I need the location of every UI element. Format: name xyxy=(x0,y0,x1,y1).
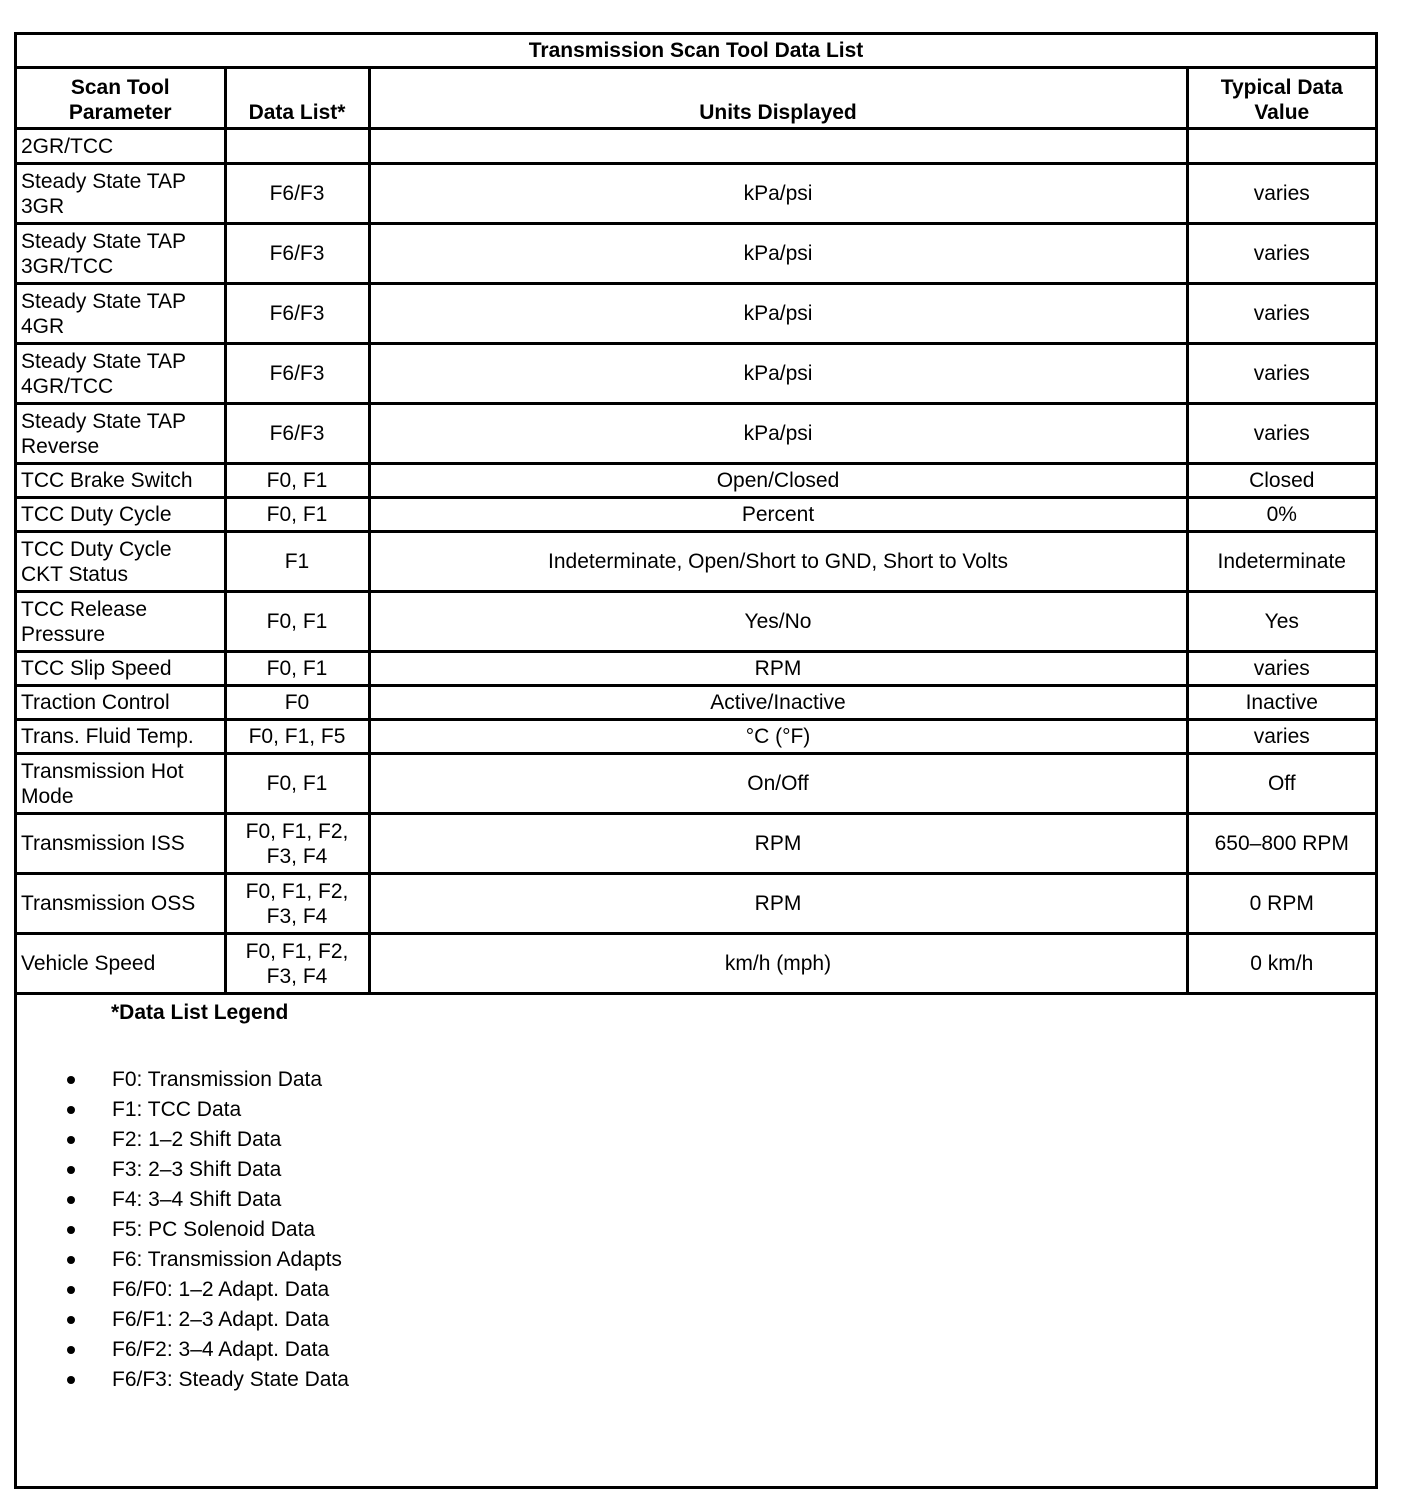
legend-item xyxy=(17,1125,349,1155)
table-row xyxy=(17,874,1375,934)
cell-data-list: F0, F1 xyxy=(225,592,369,652)
table-row xyxy=(17,652,1375,686)
table-row xyxy=(17,129,1375,164)
cell-units: Yes/No xyxy=(369,592,1187,652)
table-row xyxy=(17,464,1375,498)
cell-typical-value: varies xyxy=(1187,344,1375,404)
legend-item-label: F3: 2–3 Shift Data xyxy=(112,1158,282,1181)
cell-units xyxy=(369,129,1187,164)
bullet-icon xyxy=(67,1346,75,1354)
legend-item-label: F6/F2: 3–4 Adapt. Data xyxy=(112,1338,330,1361)
cell-typical-value: varies xyxy=(1187,720,1375,754)
bullet-icon xyxy=(67,1196,75,1204)
table-row xyxy=(17,934,1375,994)
cell-data-list: F6/F3 xyxy=(225,344,369,404)
table-row xyxy=(17,532,1375,592)
cell-typical-value: Yes xyxy=(1187,592,1375,652)
cell-parameter: Steady State TAP 3GR/TCC xyxy=(17,224,225,284)
cell-parameter: TCC Release Pressure xyxy=(17,592,225,652)
cell-typical-value: 0 km/h xyxy=(1187,934,1375,994)
cell-typical-value: 0% xyxy=(1187,498,1375,532)
cell-parameter: TCC Brake Switch xyxy=(17,464,225,498)
bullet-icon xyxy=(67,1106,75,1114)
cell-parameter: TCC Duty Cycle xyxy=(17,498,225,532)
cell-units: km/h (mph) xyxy=(369,934,1187,994)
cell-data-list: F0, F1, F2, F3, F4 xyxy=(225,874,369,934)
table-row xyxy=(17,754,1375,814)
cell-typical-value: varies xyxy=(1187,224,1375,284)
cell-typical-value: Indeterminate xyxy=(1187,532,1375,592)
data-list-table-container xyxy=(14,32,1378,1489)
legend-item xyxy=(17,1335,349,1365)
cell-typical-value: Closed xyxy=(1187,464,1375,498)
cell-parameter: 2GR/TCC xyxy=(17,129,225,164)
cell-parameter: Transmission Hot Mode xyxy=(17,754,225,814)
cell-parameter: TCC Duty Cycle CKT Status xyxy=(17,532,225,592)
table-row xyxy=(17,720,1375,754)
cell-units: On/Off xyxy=(369,754,1187,814)
cell-units: kPa/psi xyxy=(369,344,1187,404)
cell-data-list: F0, F1 xyxy=(225,464,369,498)
cell-units: RPM xyxy=(369,874,1187,934)
cell-units: Indeterminate, Open/Short to GND, Short to Volts xyxy=(369,532,1187,592)
table-row xyxy=(17,284,1375,344)
cell-data-list: F6/F3 xyxy=(225,164,369,224)
bullet-icon xyxy=(67,1286,75,1294)
legend-item xyxy=(17,1305,349,1335)
cell-data-list: F6/F3 xyxy=(225,404,369,464)
cell-parameter: Vehicle Speed xyxy=(17,934,225,994)
cell-units: RPM xyxy=(369,814,1187,874)
legend-item-label: F6: Transmission Adapts xyxy=(112,1248,342,1271)
legend-item xyxy=(17,1215,349,1245)
legend-item xyxy=(17,1275,349,1305)
cell-typical-value: 650–800 RPM xyxy=(1187,814,1375,874)
cell-typical-value xyxy=(1187,129,1375,164)
cell-typical-value: varies xyxy=(1187,284,1375,344)
cell-typical-value: varies xyxy=(1187,652,1375,686)
cell-units: kPa/psi xyxy=(369,404,1187,464)
table-row xyxy=(17,592,1375,652)
cell-parameter: Transmission OSS xyxy=(17,874,225,934)
cell-parameter: TCC Slip Speed xyxy=(17,652,225,686)
legend-item xyxy=(17,1365,349,1395)
cell-typical-value: Inactive xyxy=(1187,686,1375,720)
cell-typical-value: 0 RPM xyxy=(1187,874,1375,934)
cell-parameter: Steady State TAP 4GR xyxy=(17,284,225,344)
legend-item xyxy=(17,1155,349,1185)
cell-data-list: F6/F3 xyxy=(225,224,369,284)
table-row xyxy=(17,814,1375,874)
cell-units: kPa/psi xyxy=(369,224,1187,284)
cell-data-list xyxy=(225,129,369,164)
bullet-icon xyxy=(67,1076,75,1084)
header-data-list: Data List* xyxy=(225,68,369,129)
header-scan-tool-parameter: Scan Tool Parameter xyxy=(17,68,225,129)
legend-list xyxy=(17,1065,349,1395)
table-row xyxy=(17,498,1375,532)
legend-item-label: F4: 3–4 Shift Data xyxy=(112,1188,282,1211)
cell-typical-value: varies xyxy=(1187,404,1375,464)
legend-item-label: F6/F0: 1–2 Adapt. Data xyxy=(112,1278,330,1301)
cell-parameter: Steady State TAP Reverse xyxy=(17,404,225,464)
scan-tool-data-table xyxy=(17,35,1375,995)
legend-item xyxy=(17,1185,349,1215)
legend-item-label: F1: TCC Data xyxy=(112,1098,242,1121)
cell-parameter: Transmission ISS xyxy=(17,814,225,874)
cell-typical-value: Off xyxy=(1187,754,1375,814)
legend-item xyxy=(17,1245,349,1275)
cell-units: Active/Inactive xyxy=(369,686,1187,720)
cell-parameter: Traction Control xyxy=(17,686,225,720)
cell-data-list: F0, F1 xyxy=(225,754,369,814)
legend-item xyxy=(17,1095,349,1125)
cell-units: kPa/psi xyxy=(369,284,1187,344)
bullet-icon xyxy=(67,1226,75,1234)
header-units-displayed: Units Displayed xyxy=(369,68,1187,129)
bullet-icon xyxy=(67,1316,75,1324)
cell-units: °C (°F) xyxy=(369,720,1187,754)
cell-data-list: F0, F1, F2, F3, F4 xyxy=(225,934,369,994)
table-row xyxy=(17,344,1375,404)
bullet-icon xyxy=(67,1166,75,1174)
table-row xyxy=(17,164,1375,224)
cell-units: kPa/psi xyxy=(369,164,1187,224)
legend-item-label: F5: PC Solenoid Data xyxy=(112,1218,316,1241)
cell-units: Percent xyxy=(369,498,1187,532)
cell-typical-value: varies xyxy=(1187,164,1375,224)
cell-units: RPM xyxy=(369,652,1187,686)
legend-title: *Data List Legend xyxy=(111,1001,289,1024)
cell-data-list: F6/F3 xyxy=(225,284,369,344)
legend-item-label: F6/F3: Steady State Data xyxy=(112,1368,349,1391)
cell-units: Open/Closed xyxy=(369,464,1187,498)
data-list-legend xyxy=(17,995,1375,1432)
cell-data-list: F0, F1, F2, F3, F4 xyxy=(225,814,369,874)
table-row xyxy=(17,404,1375,464)
legend-item-label: F6/F1: 2–3 Adapt. Data xyxy=(112,1308,330,1331)
table-row xyxy=(17,686,1375,720)
cell-data-list: F1 xyxy=(225,532,369,592)
table-row xyxy=(17,224,1375,284)
table-title: Transmission Scan Tool Data List xyxy=(17,35,1375,68)
legend-item-label: F0: Transmission Data xyxy=(112,1068,323,1091)
legend-item xyxy=(17,1065,349,1095)
cell-parameter: Steady State TAP 4GR/TCC xyxy=(17,344,225,404)
header-typical-data-value: Typical Data Value xyxy=(1187,68,1375,129)
bullet-icon xyxy=(67,1256,75,1264)
cell-data-list: F0, F1, F5 xyxy=(225,720,369,754)
cell-data-list: F0, F1 xyxy=(225,652,369,686)
table-body xyxy=(17,129,1375,994)
bullet-icon xyxy=(67,1376,75,1384)
cell-data-list: F0, F1 xyxy=(225,498,369,532)
bullet-icon xyxy=(67,1136,75,1144)
cell-parameter: Steady State TAP 3GR xyxy=(17,164,225,224)
cell-data-list: F0 xyxy=(225,686,369,720)
legend-item-label: F2: 1–2 Shift Data xyxy=(112,1128,282,1151)
cell-parameter: Trans. Fluid Temp. xyxy=(17,720,225,754)
